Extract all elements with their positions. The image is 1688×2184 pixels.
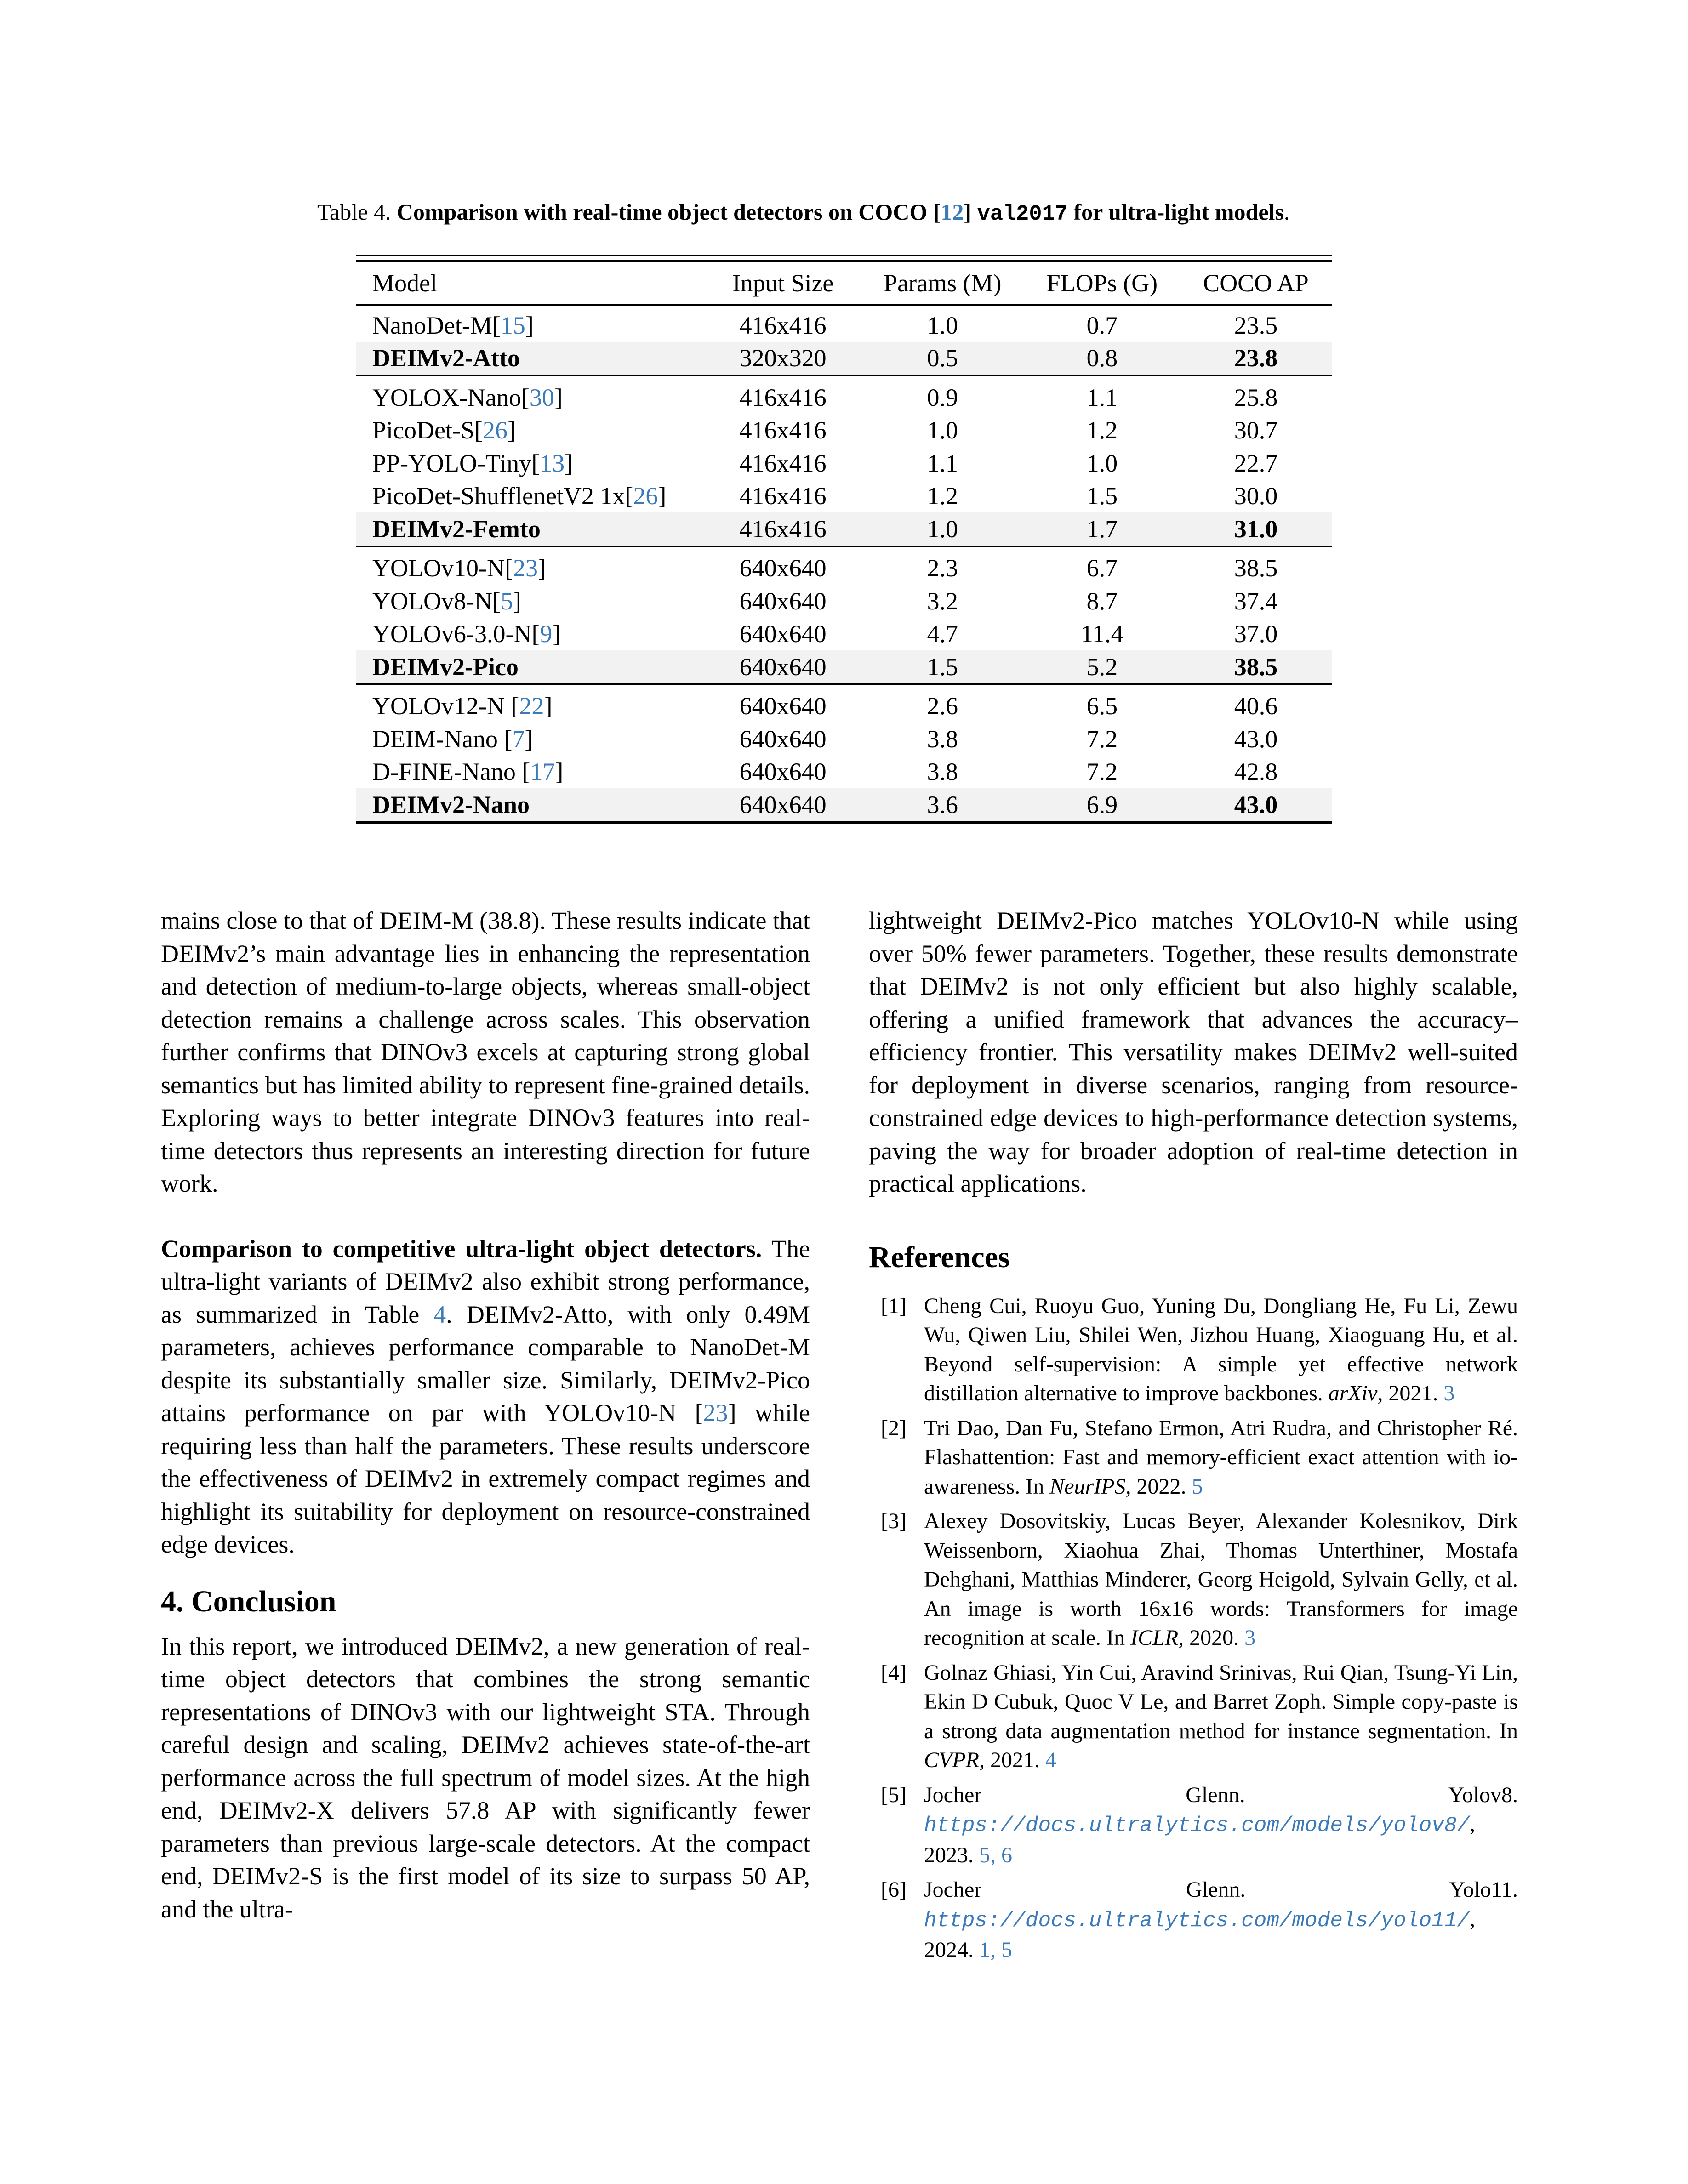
cell-coco-ap: 38.5 — [1180, 650, 1332, 684]
table-row — [356, 722, 1332, 756]
cell-coco-ap: 37.4 — [1234, 587, 1278, 615]
cell-flops: 1.0 — [1086, 449, 1118, 477]
citation-link[interactable]: 12 — [941, 199, 964, 225]
header-input-size: Input Size — [706, 261, 861, 305]
table-row — [356, 305, 1332, 342]
reference-venue: NeurIPS — [1049, 1474, 1126, 1499]
reference-item: [1] Cheng Cui, Ruoyu Guo, Yuning Du, Dongliang He, Fu Li, Zewu Wu, Qiwen Liu, Shilei Wen, Jizhou Huang, Xiaoguang Hu, et al. Beyond self-supervision: A simple yet effective network distillation alternative to improve backbones. arXiv, 2021. 3 — [869, 1291, 1518, 1408]
citation-link[interactable]: 26 — [633, 482, 658, 510]
table-row — [356, 480, 1332, 513]
cell-flops: 0.8 — [1025, 342, 1180, 376]
table-header-row — [356, 261, 1332, 305]
backref-link[interactable]: 5 — [1192, 1474, 1203, 1499]
cell-model: DEIMv2-Femto — [356, 512, 706, 546]
reference-venue: arXiv — [1328, 1381, 1378, 1405]
cell-params: 2.6 — [861, 684, 1025, 723]
cell-flops: 8.7 — [1086, 587, 1118, 615]
citation-link[interactable]: 7 — [512, 725, 525, 753]
cell-input-size: 640x640 — [739, 758, 827, 786]
cell-model: DEIMv2-Pico — [356, 650, 706, 684]
header-model: Model — [356, 261, 706, 305]
reference-item: [4] Golnaz Ghiasi, Yin Cui, Aravind Srinivas, Rui Qian, Tsung-Yi Lin, Ekin D Cubuk, Quoc V Le, and Barret Zoph. Simple copy-paste is a strong data augmentation method for instance segmentation. In CVPR, 2021. 4 — [869, 1658, 1518, 1775]
cell-coco-ap: 37.0 — [1234, 620, 1278, 648]
cell-flops: 6.9 — [1025, 788, 1180, 822]
right-column — [869, 904, 1518, 1970]
citation-link[interactable]: 26 — [482, 416, 508, 444]
cell-input-size: 640x640 — [706, 650, 861, 684]
citation-link[interactable]: 23 — [513, 554, 538, 582]
table-row — [356, 342, 1332, 376]
cell-params: 3.6 — [861, 788, 1025, 822]
cell-input-size: 640x640 — [739, 587, 827, 615]
cell-params: 0.5 — [861, 342, 1025, 376]
table-top-rule — [356, 255, 1332, 256]
cell-input-size: 416x416 — [739, 482, 827, 510]
cell-params: 1.0 — [927, 311, 958, 339]
cell-params: 3.2 — [927, 587, 958, 615]
cell-flops: 5.2 — [1025, 650, 1180, 684]
cell-params: 1.1 — [927, 449, 958, 477]
citation-link[interactable]: 17 — [530, 758, 555, 786]
cell-model: YOLOv8-N[5] — [372, 587, 521, 615]
cell-params: 1.0 — [927, 416, 958, 444]
cell-coco-ap: 31.0 — [1180, 512, 1332, 546]
reference-item: [5] Jocher Glenn. Yolov8. https://docs.ultralytics.com/models/yolov8/, 2023. 5, 6 — [869, 1780, 1518, 1870]
cell-flops: 7.2 — [1086, 725, 1118, 753]
paragraph-conclusion-cont: lightweight DEIMv2-Pico matches YOLOv10-N while using over 50% fewer parameters. Together, these results demonstrate that DEIMv2 is not only efficient but also highly scalable, offering a unified framework that advances the accuracy–efficiency frontier. This versatility makes DEIMv2 well-suited for deployment in diverse scenarios, ranging from resource-constrained edge devices to high-performance detection systems, paving the way for broader adoption of real-time detection in practical applications. — [869, 907, 1518, 1197]
cell-coco-ap: 42.8 — [1234, 758, 1278, 786]
header-flops: FLOPs (G) — [1025, 261, 1180, 305]
backref-link[interactable]: 3 — [1443, 1381, 1455, 1405]
reference-item: [2] Tri Dao, Dan Fu, Stefano Ermon, Atri Rudra, and Christopher Ré. Flashattention: Fast and memory-efficient exact attention with io-awareness. In NeurIPS, 2022. 5 — [869, 1414, 1518, 1502]
cell-input-size: 640x640 — [706, 546, 861, 585]
cell-model: NanoDet-M[15] — [372, 311, 534, 339]
references-list — [869, 1291, 1518, 1965]
cell-coco-ap: 43.0 — [1234, 725, 1278, 753]
cell-coco-ap: 25.8 — [1180, 375, 1332, 414]
cell-params: 3.8 — [927, 758, 958, 786]
cell-params: 3.8 — [927, 725, 958, 753]
cell-model: DEIM-Nano [7] — [372, 725, 533, 753]
cell-params: 1.0 — [861, 512, 1025, 546]
caption-title: Comparison with real-time object detectors on COCO [ — [396, 199, 941, 225]
table-row — [356, 756, 1332, 789]
table-row — [356, 788, 1332, 822]
cell-input-size: 416x416 — [706, 375, 861, 414]
citation-link[interactable]: 30 — [529, 383, 554, 411]
section-heading-conclusion: 4. Conclusion — [161, 1584, 336, 1618]
cell-model: DEIMv2-Atto — [356, 342, 706, 376]
table-row — [356, 375, 1332, 414]
citation-link[interactable]: 9 — [540, 620, 553, 648]
references-heading: References — [869, 1240, 1010, 1274]
cell-model: PicoDet-ShufflenetV2 1x[26] — [372, 482, 667, 510]
table-row — [356, 546, 1332, 585]
cell-params: 4.7 — [927, 620, 958, 648]
cell-flops: 1.5 — [1086, 482, 1118, 510]
cell-flops: 6.5 — [1025, 684, 1180, 723]
caption-code: val2017 — [977, 202, 1068, 227]
paragraph-results: mains close to that of DEIM-M (38.8). These results indicate that DEIMv2’s main advantage lies in enhancing the representation and detection of medium-to-large objects, whereas small-object detection remains a challenge across scales. This observation further confirms that DINOv3 excels at capturing strong global semantics but has limited ability to represent fine-grained details. Exploring ways to better integrate DINOv3 features into real-time detectors thus represents an interesting direction for future work. — [161, 907, 810, 1197]
cell-input-size: 416x416 — [739, 311, 827, 339]
cell-model: YOLOv12-N [22] — [356, 684, 706, 723]
cell-coco-ap: 22.7 — [1234, 449, 1278, 477]
backref-link[interactable]: 4 — [1045, 1748, 1056, 1772]
table-row — [356, 585, 1332, 618]
caption-label: Table 4. — [317, 199, 391, 225]
reference-number: [1] — [881, 1293, 907, 1318]
cell-input-size: 640x640 — [739, 620, 827, 648]
cell-params: 1.5 — [861, 650, 1025, 684]
table-row — [356, 414, 1332, 447]
cell-flops: 0.7 — [1086, 311, 1118, 339]
citation-link[interactable]: 13 — [540, 449, 565, 477]
cell-params: 2.3 — [861, 546, 1025, 585]
cell-model: PP-YOLO-Tiny[13] — [372, 449, 573, 477]
cell-coco-ap: 38.5 — [1180, 546, 1332, 585]
reference-url-link[interactable]: https://docs.ultralytics.com/models/yolo11/ — [924, 1908, 1470, 1933]
paragraph-conclusion: In this report, we introduced DEIMv2, a new generation of real-time object detectors that combines the strong semantic representations of DINOv3 with our lightweight STA. Through careful design and scaling, DEIMv2 achieves state-of-the-art performance across the full spectrum of model sizes. At the high end, DEIMv2-X delivers 57.8 AP with significantly fewer parameters than previous large-scale detectors. At the compact end, DEIMv2-S is the first model of its size to surpass 50 AP, and the ultra- — [161, 1632, 810, 1923]
comparison-table — [356, 260, 1332, 824]
table-row — [356, 512, 1332, 546]
table-row — [356, 618, 1332, 651]
table-body — [356, 305, 1332, 822]
reference-item: [6] Jocher Glenn. Yolo11. https://docs.ultralytics.com/models/yolo11/, 2024. 1, 5 — [869, 1875, 1518, 1965]
header-coco-ap: COCO AP — [1180, 261, 1332, 305]
reference-venue: CVPR — [924, 1748, 979, 1772]
cell-input-size: 640x640 — [706, 788, 861, 822]
cell-model: D-FINE-Nano [17] — [372, 758, 564, 786]
table-caption: Table 4. Comparison with real-time object detectors on COCO [12] val2017 for ultra-light models. — [317, 199, 1290, 227]
cell-model: PicoDet-S[26] — [372, 416, 516, 444]
table-row — [356, 650, 1332, 684]
cell-model: YOLOv6-3.0-N[9] — [372, 620, 561, 648]
citation-link[interactable]: 5 — [500, 587, 513, 615]
cell-coco-ap: 40.6 — [1180, 684, 1332, 723]
citation-link[interactable]: 23 — [703, 1399, 728, 1427]
cell-input-size: 320x320 — [706, 342, 861, 376]
cell-coco-ap: 30.0 — [1234, 482, 1278, 510]
reference-number: [4] — [881, 1660, 907, 1685]
backref-link[interactable]: 1, 5 — [979, 1938, 1012, 1962]
table-ref-link[interactable]: 4 — [433, 1300, 446, 1328]
reference-url-link[interactable]: https://docs.ultralytics.com/models/yolov8/ — [924, 1814, 1470, 1837]
cell-model: YOLOv10-N[23] — [356, 546, 706, 585]
reference-venue: ICLR — [1130, 1626, 1179, 1650]
cell-flops: 7.2 — [1086, 758, 1118, 786]
cell-params: 0.9 — [861, 375, 1025, 414]
cell-flops: 1.2 — [1086, 416, 1118, 444]
cell-flops: 6.7 — [1025, 546, 1180, 585]
cell-input-size: 416x416 — [706, 512, 861, 546]
cell-input-size: 416x416 — [739, 449, 827, 477]
cell-coco-ap: 23.8 — [1180, 342, 1332, 376]
cell-coco-ap: 23.5 — [1234, 311, 1278, 339]
table-row — [356, 447, 1332, 480]
header-params: Params (M) — [861, 261, 1025, 305]
cell-input-size: 640x640 — [739, 725, 827, 753]
citation-link[interactable]: 22 — [519, 692, 544, 720]
citation-link[interactable]: 15 — [500, 311, 525, 339]
paragraph-ultralight: Comparison to competitive ultra-light object detectors. The ultra-light variants of DEIMv2 also exhibit strong performance, as summarized in Table 4. DEIMv2-Atto, with only 0.49M parameters, achieves performance comparable to NanoDet-M despite its substantially smaller size. Similarly, DEIMv2-Pico attains performance on par with YOLOv10-N [23] while requiring less than half the parameters. These results underscore the effectiveness of DEIMv2 in extremely compact regimes and highlight its suitability for deployment on resource-constrained edge devices. — [161, 1234, 810, 1558]
cell-flops: 1.7 — [1025, 512, 1180, 546]
reference-number: [6] — [881, 1877, 907, 1902]
cell-model: YOLOX-Nano[30] — [356, 375, 706, 414]
reference-item: [3] Alexey Dosovitskiy, Lucas Beyer, Alexander Kolesnikov, Dirk Weissenborn, Xiaohua Zhai, Thomas Unterthiner, Mostafa Dehghani, Matthias Minderer, Georg Heigold, Sylvain Gelly, et al. An image is worth 16x16 words: Transformers for image recognition at scale. In ICLR, 2020. 3 — [869, 1507, 1518, 1653]
backref-link[interactable]: 3 — [1244, 1626, 1256, 1650]
cell-coco-ap: 30.7 — [1234, 416, 1278, 444]
left-column — [161, 904, 810, 1926]
cell-params: 1.2 — [927, 482, 958, 510]
reference-number: [2] — [881, 1416, 907, 1440]
reference-number: [3] — [881, 1509, 907, 1533]
reference-number: [5] — [881, 1782, 907, 1807]
cell-input-size: 416x416 — [739, 416, 827, 444]
cell-model: DEIMv2-Nano — [356, 788, 706, 822]
table-row — [356, 684, 1332, 723]
cell-flops: 1.1 — [1025, 375, 1180, 414]
backref-link[interactable]: 5, 6 — [979, 1843, 1012, 1867]
cell-input-size: 640x640 — [706, 684, 861, 723]
cell-coco-ap: 43.0 — [1180, 788, 1332, 822]
cell-flops: 11.4 — [1081, 620, 1123, 648]
run-in-heading: Comparison to competitive ultra-light object detectors. — [161, 1234, 762, 1263]
